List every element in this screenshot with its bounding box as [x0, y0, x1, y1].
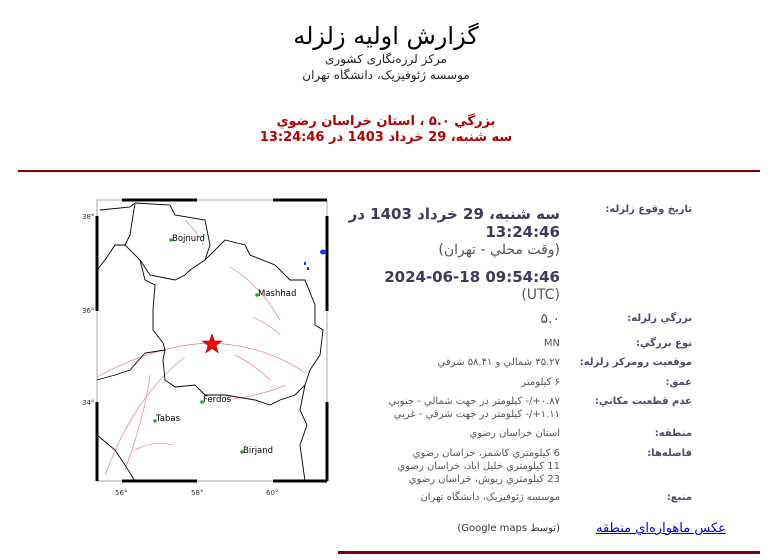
svg-text:60°: 60°: [266, 489, 279, 497]
utc-note: (UTC): [521, 287, 560, 303]
region-value: استان خراسان رضوي: [469, 428, 560, 439]
epicenter-map: [75, 185, 335, 505]
svg-text:56°: 56°: [115, 489, 128, 497]
distance-item: 11 کيلومتري خليل اباد، خراسان رضوي: [397, 461, 560, 472]
depth-value: ۶ کيلومتر: [521, 377, 560, 388]
local-date: سه شنبه، 29 خرداد 1403 در: [348, 205, 560, 223]
city-label: Tabas: [156, 414, 181, 424]
magnitude-value: ۵.۰: [540, 311, 560, 327]
svg-text:34°: 34°: [82, 399, 95, 407]
distance-item: 23 کيلومتري ريوش، خراسان رضوي: [408, 474, 560, 485]
page-title: گزارش اولیه زلزله: [293, 22, 479, 50]
satellite-note: (توسط Google maps): [457, 523, 560, 534]
summary-magnitude: بزرگي ۵.۰ ، استان خراسان رضوي: [276, 114, 496, 129]
source-label: منبع:: [666, 492, 692, 503]
distance-item: 6 کيلومتري کاشمر، خراسان رضوي: [412, 448, 560, 459]
city-label: Ferdos: [203, 395, 232, 405]
local-time: 13:24:46: [485, 223, 560, 241]
location-value: ۳۵.۲۷ شمالي و ۵۸.۴۱ شرقي: [437, 357, 560, 368]
uncertainty-ns: ۰.۸۷+/- کيلومتر در جهت شمالي - جنوبي: [388, 396, 560, 407]
satellite-image-link[interactable]: عکس ماهواره‌اي منطقه: [596, 521, 726, 536]
city-label: Mashhad: [258, 289, 297, 299]
region-label: منطقه:: [654, 428, 692, 439]
summary-date: سه شنبه، 29 خرداد 1403 در 13:24:46: [259, 130, 513, 145]
distances-label: فاصله‌ها:: [647, 448, 692, 459]
svg-text:38°: 38°: [82, 213, 95, 221]
bottom-divider: [338, 551, 760, 554]
divider: [18, 170, 760, 172]
city-label: Bojnurd: [172, 234, 205, 244]
uncertainty-label: عدم قطعيت مکاني:: [594, 396, 692, 407]
utc-datetime: 2024-06-18 09:54:46: [384, 268, 560, 286]
org-name: مرکز لرزه‌نگاری کشوری: [325, 52, 447, 66]
depth-label: عمق:: [665, 377, 692, 388]
svg-text:58°: 58°: [191, 489, 204, 497]
uncertainty-ew: ۱.۱۱+/- کيلومتر در جهت شرقي - غربي: [393, 409, 560, 420]
date-label: تاريخ وقوع زلزله:: [605, 204, 692, 215]
magtype-label: نوع بزرگي:: [635, 338, 692, 349]
city-label: Birjand: [243, 446, 274, 456]
location-label: موقعيت رومرکز زلزله:: [579, 357, 692, 368]
local-time-note: (وقت محلي - تهران): [438, 242, 560, 258]
source-value: موسسه ژئوفيزيک، دانشگاه تهران: [420, 492, 560, 503]
magtype-value: MN: [543, 338, 560, 349]
institute-name: موسسه ژئوفیزیک، دانشگاه تهران: [302, 68, 470, 82]
magnitude-label: بزرگي زلزله:: [627, 313, 692, 324]
svg-text:36°: 36°: [82, 307, 95, 315]
